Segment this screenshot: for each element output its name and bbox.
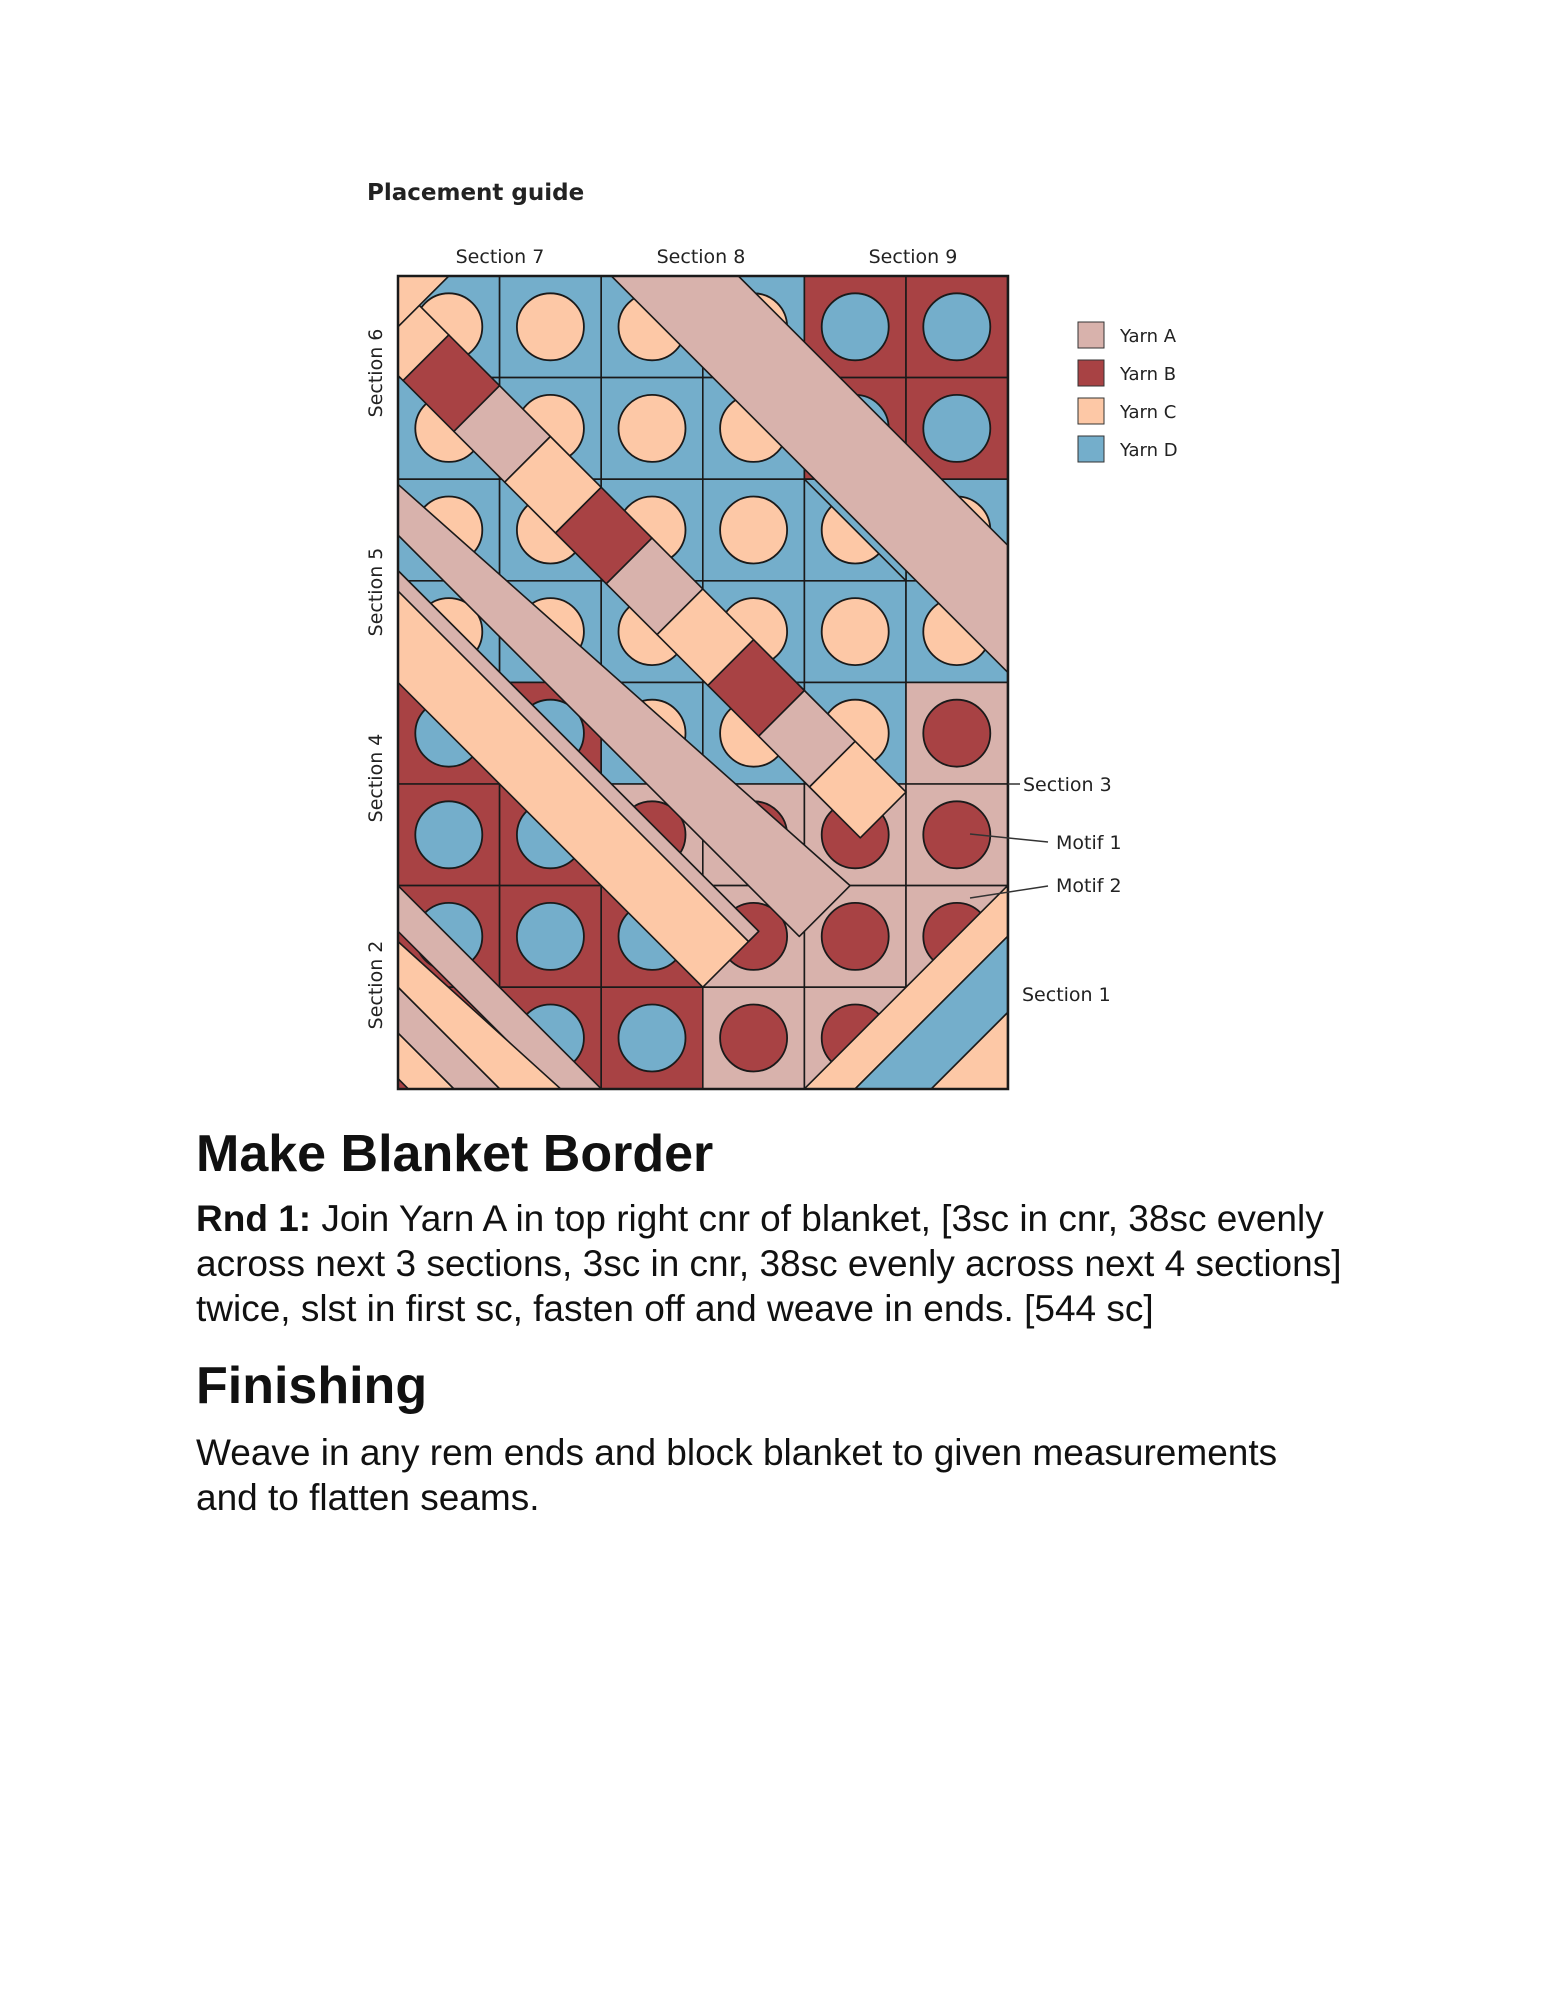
label-section-9: Section 9 (868, 246, 958, 268)
border-instructions (196, 1196, 1396, 1331)
motif-circle (619, 1005, 686, 1072)
motif-circle (822, 598, 889, 665)
legend-item-yarn-b (1078, 360, 1176, 386)
label-motif-1: Motif 1 (1056, 832, 1122, 854)
label-section-6: Section 6 (365, 328, 387, 418)
rnd-label: Rnd 1: (196, 1198, 312, 1239)
motif-circle (923, 700, 990, 767)
label-section-2: Section 2 (365, 940, 387, 1030)
border-heading: Make Blanket Border (196, 1125, 714, 1183)
motif-circle (517, 903, 584, 970)
legend-item-yarn-a (1078, 322, 1177, 348)
motif-circle (822, 293, 889, 360)
legend-swatch-yarn-b (1078, 360, 1104, 386)
label-section-5: Section 5 (365, 547, 387, 637)
legend-label-yarn-a: Yarn A (1120, 326, 1177, 347)
label-motif-2: Motif 2 (1056, 875, 1122, 897)
motif-circle (822, 903, 889, 970)
legend (1078, 322, 1178, 462)
legend-label-yarn-b: Yarn B (1120, 364, 1177, 385)
label-section-3: Section 3 (1023, 774, 1112, 796)
label-section-8: Section 8 (656, 246, 746, 268)
blanket-artwork (352, 276, 1007, 1110)
motif-circle (720, 1005, 787, 1072)
finishing-heading: Finishing (196, 1357, 428, 1415)
legend-label-yarn-c: Yarn C (1120, 402, 1177, 423)
legend-item-yarn-c (1078, 398, 1176, 424)
motif-circle (517, 293, 584, 360)
finishing-instructions: Weave in any rem ends and block blanket to given measurements and to flatten seams. (196, 1432, 1278, 1518)
motif-circle (923, 293, 990, 360)
motif-circle (619, 395, 686, 462)
motif-circle (415, 801, 482, 868)
legend-swatch-yarn-d (1078, 436, 1104, 462)
guide-title: Placement guide (367, 180, 585, 206)
legend-swatch-yarn-c (1078, 398, 1104, 424)
rnd-text: Join Yarn A in top right cnr of blanket, [3sc in cnr, 38sc evenly across next 3 sections, 3sc in cnr, 38sc evenly across next 4 sections] twice, slst in first sc, fasten off and weave in ends. [544 sc] (196, 1198, 1342, 1329)
legend-swatch-yarn-a (1078, 322, 1104, 348)
label-section-4: Section 4 (365, 733, 387, 823)
motif-circle (923, 395, 990, 462)
motif-circle (720, 497, 787, 564)
legend-item-yarn-d (1078, 436, 1178, 462)
label-section-1: Section 1 (1022, 984, 1111, 1006)
legend-label-yarn-d: Yarn D (1120, 440, 1178, 461)
label-section-7: Section 7 (455, 246, 545, 268)
